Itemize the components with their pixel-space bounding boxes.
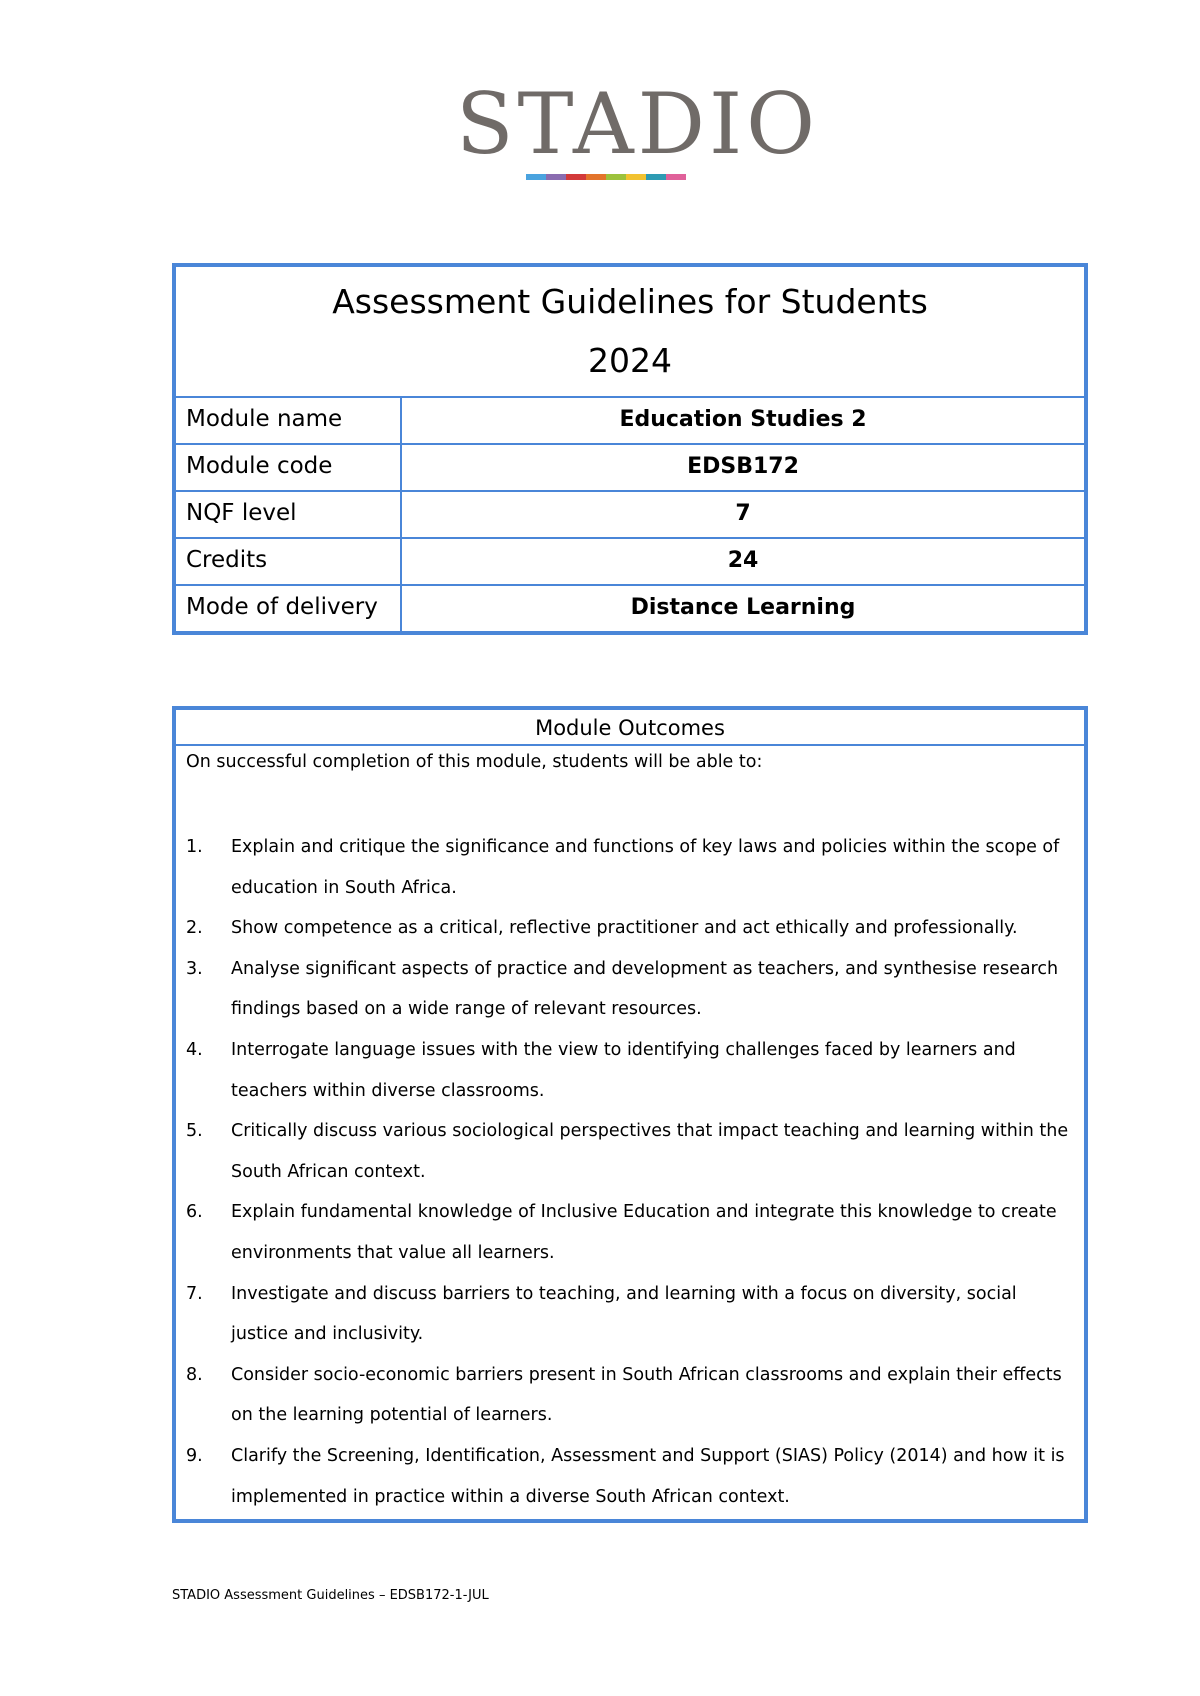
info-value: Distance Learning [630, 595, 856, 620]
outcome-text: Consider socio-economic barriers present in South African classrooms and explain their effects on the learning potential of learners. [231, 1364, 1062, 1426]
document-title: Assessment Guidelines for Students [332, 282, 928, 321]
page-footer: STADIO Assessment Guidelines – EDSB172-1-JUL [172, 1588, 489, 1603]
outcome-text: Critically discuss various sociological perspectives that impact teaching and learning within the South African context. [231, 1121, 1069, 1182]
info-row-nqf-level [176, 492, 1084, 539]
info-value: 24 [727, 548, 759, 573]
logo-stripe [626, 174, 646, 180]
outcome-number: 6. [186, 1202, 203, 1223]
logo-wordmark: STADIO [456, 75, 820, 173]
outcome-number: 2. [186, 918, 203, 939]
info-label: Module name [176, 398, 402, 443]
info-row-module-name [176, 398, 1084, 445]
outcome-number: 4. [186, 1039, 203, 1060]
list-item [186, 949, 1076, 1030]
info-value: 7 [735, 501, 751, 526]
outcome-text: Investigate and discuss barriers to teaching, and learning with a focus on diversity, social justice and inclusivity. [231, 1283, 1017, 1345]
info-label: Mode of delivery [176, 586, 402, 631]
info-label: NQF level [176, 492, 402, 537]
info-row-credits [176, 539, 1084, 586]
outcome-number: 8. [186, 1364, 203, 1385]
outcome-text: Explain fundamental knowledge of Inclusive Education and integrate this knowledge to create environments that value all learners. [231, 1202, 1057, 1263]
outcome-number: 5. [186, 1121, 203, 1142]
info-row-mode-of-delivery [176, 586, 1084, 631]
list-item [186, 908, 1076, 949]
outcome-text: Clarify the Screening, Identification, Assessment and Support (SIAS) Policy (2014) and how it is implemented in practice within a diverse South African context. [231, 1445, 1065, 1507]
outcome-text: Interrogate language issues with the view to identifying challenges faced by learners and teachers within diverse classrooms. [231, 1039, 1016, 1101]
logo-color-stripes [526, 174, 686, 180]
outcome-number: 1. [186, 837, 203, 857]
outcome-number: 3. [186, 958, 203, 979]
list-item [186, 1436, 1076, 1517]
list-item [186, 1192, 1076, 1273]
module-outcomes-table [172, 706, 1088, 1523]
info-label: Module code [176, 445, 402, 490]
stadio-logo [456, 75, 820, 182]
outcome-text: Explain and critique the significance and functions of key laws and policies within the scope of education in South Africa. [231, 837, 1060, 898]
outcome-text: Show competence as a critical, reflective practitioner and act ethically and professionally. [231, 918, 1018, 939]
outcomes-intro: On successful completion of this module, students will be able to: [186, 752, 763, 772]
logo-stripe [666, 174, 686, 180]
list-item [186, 827, 1076, 908]
info-value: EDSB172 [687, 454, 799, 479]
list-item [186, 1111, 1076, 1192]
info-value: Education Studies 2 [619, 407, 867, 432]
outcomes-list [186, 827, 1076, 1517]
info-row-module-code [176, 445, 1084, 492]
document-year: 2024 [588, 341, 672, 380]
logo-stripe [606, 174, 626, 180]
list-item [186, 1355, 1076, 1436]
module-info-table [172, 263, 1088, 635]
outcome-number: 7. [186, 1283, 203, 1304]
logo-stripe [546, 174, 566, 180]
list-item [186, 1030, 1076, 1111]
logo-stripe [566, 174, 586, 180]
outcome-number: 9. [186, 1445, 203, 1466]
list-item [186, 1274, 1076, 1355]
outcomes-header: Module Outcomes [176, 710, 1084, 746]
logo-stripe [646, 174, 666, 180]
info-label: Credits [176, 539, 402, 584]
logo-stripe [526, 174, 546, 180]
logo-stripe [586, 174, 606, 180]
outcome-text: Analyse significant aspects of practice and development as teachers, and synthesise research findings based on a wide range of relevant resources. [231, 958, 1059, 1020]
info-title-cell [176, 267, 1084, 398]
